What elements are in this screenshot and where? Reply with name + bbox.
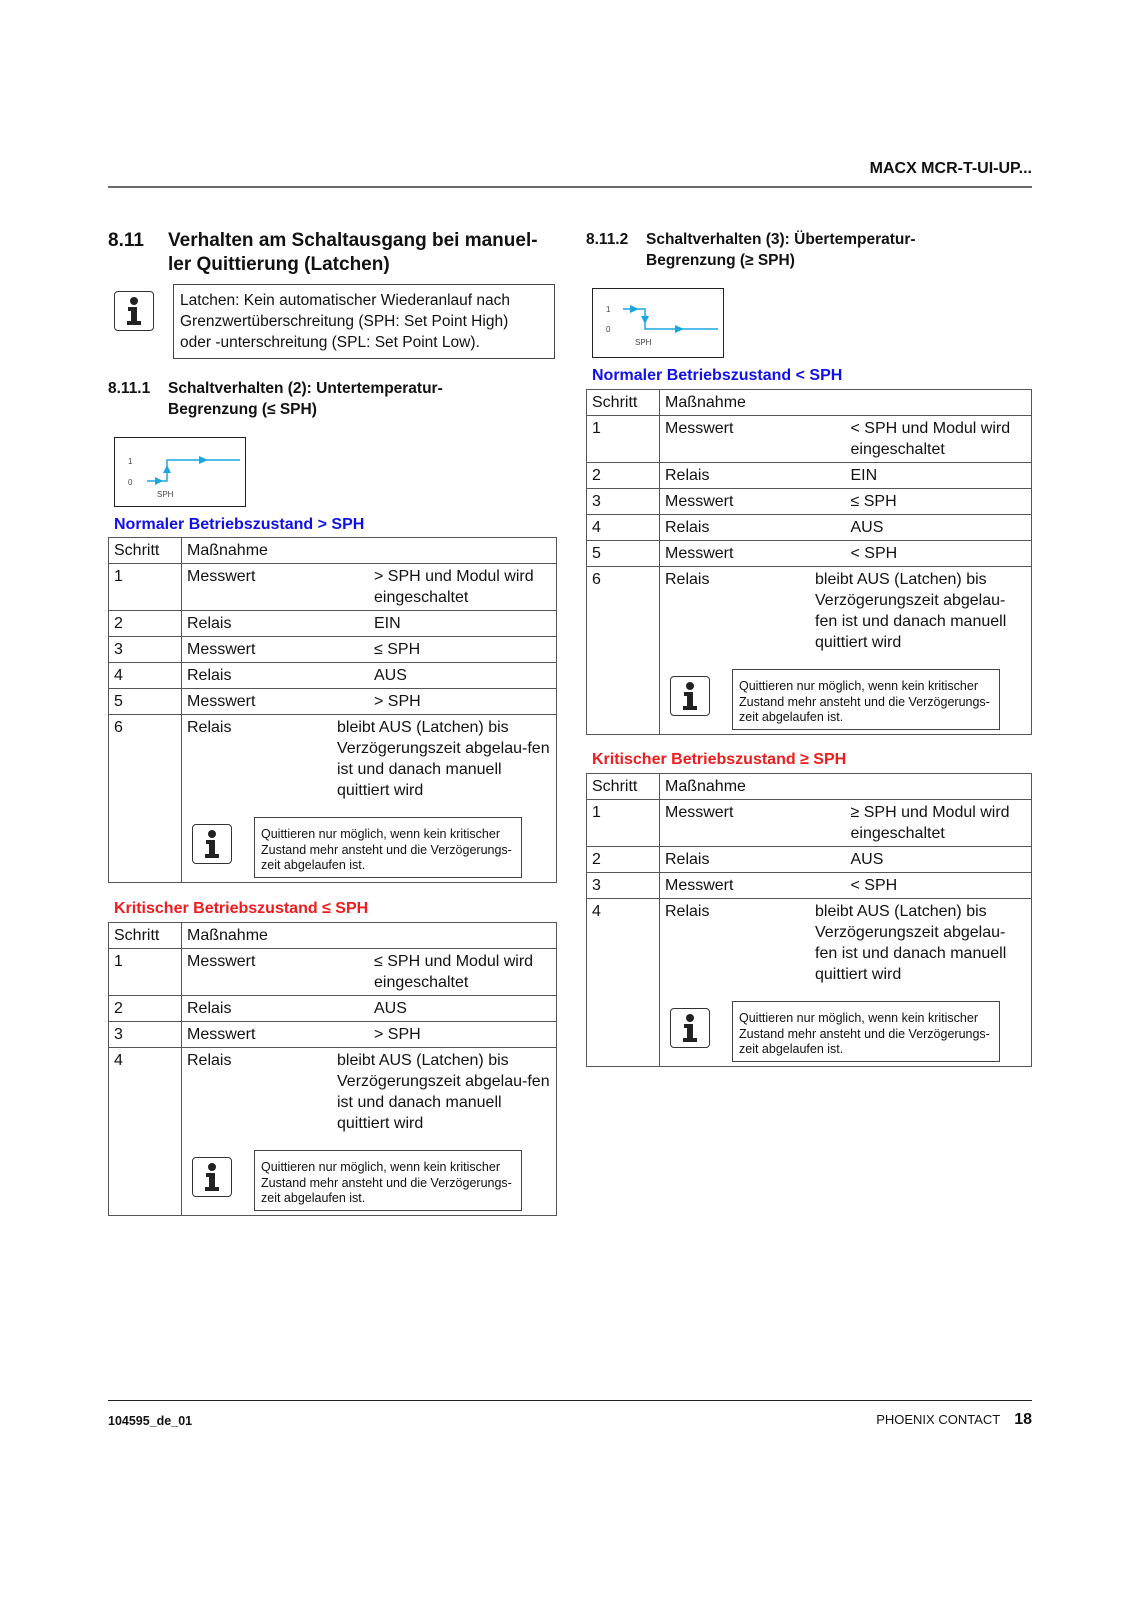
svg-text:1: 1 xyxy=(128,457,133,466)
table-row: 4 Relais AUS xyxy=(109,663,557,689)
table-row: 4 Relais AUS xyxy=(587,515,1032,541)
table-row: 2 Relais AUS xyxy=(587,847,1032,873)
table-row: 1 Messwert ≤ SPH und Modul wird eingeschaltet xyxy=(109,949,557,996)
header-divider xyxy=(108,186,1032,188)
normal-state-title-2: Normaler Betriebszustand < SPH xyxy=(592,367,843,384)
table-header-row: Schritt Maßnahme xyxy=(109,923,557,949)
footer-right xyxy=(876,1411,1032,1429)
document-header-title: MACX MCR-T-UI-UP... xyxy=(869,160,1032,177)
table-row: 3 Messwert > SPH xyxy=(109,1022,557,1048)
table-header-row: Schritt Maßnahme xyxy=(109,538,557,564)
table-row: 1 Messwert < SPH und Modul wird eingeschaltet xyxy=(587,416,1032,463)
info-icon xyxy=(192,824,232,864)
footer-divider xyxy=(108,1400,1032,1401)
table-row: 3 Messwert < SPH xyxy=(587,873,1032,899)
steps-table-critical-1 xyxy=(108,922,557,1216)
acknowledge-note: Quittieren nur möglich, wenn kein kritischer Zustand mehr ansteht und die Verzögerungs-zeit abgelaufen ist. xyxy=(192,817,556,878)
svg-text:0: 0 xyxy=(606,325,611,334)
table-row: 5 Messwert < SPH xyxy=(587,541,1032,567)
info-icon xyxy=(114,291,154,331)
table-header-row: Schritt Maßnahme xyxy=(587,774,1032,800)
info-icon xyxy=(670,676,710,716)
svg-text:1: 1 xyxy=(606,305,611,314)
document-id: 104595_de_01 xyxy=(108,1414,193,1428)
page-number: 18 xyxy=(1014,1411,1032,1428)
table-row: 5 Messwert > SPH xyxy=(109,689,557,715)
table-row: 3 Messwert ≤ SPH xyxy=(587,489,1032,515)
switching-diagram-overtemperature xyxy=(592,288,724,358)
table-row: 1 Messwert > SPH und Modul wird eingeschaltet xyxy=(109,564,557,611)
critical-state-title-2: Kritischer Betriebszustand ≥ SPH xyxy=(592,751,847,768)
info-icon xyxy=(670,1008,710,1048)
critical-state-title-1: Kritischer Betriebszustand ≤ SPH xyxy=(114,900,369,917)
info-icon xyxy=(192,1157,232,1197)
latching-info-note: Latchen: Kein automatischer Wiederanlauf nach Grenzwertüberschreitung (SPH: Set Point High) oder -unterschreitung (SPL: Set Point Low). xyxy=(173,284,555,359)
table-row: 2 Relais EIN xyxy=(587,463,1032,489)
steps-table-normal-1 xyxy=(108,537,557,883)
steps-table-normal-2 xyxy=(586,389,1032,735)
svg-text:SPH: SPH xyxy=(635,338,652,347)
acknowledge-note: Quittieren nur möglich, wenn kein kritischer Zustand mehr ansteht und die Verzögerungs-zeit abgelaufen ist. xyxy=(670,669,1031,730)
svg-text:0: 0 xyxy=(128,478,133,487)
acknowledge-note: Quittieren nur möglich, wenn kein kritischer Zustand mehr ansteht und die Verzögerungs-zeit abgelaufen ist. xyxy=(670,1001,1031,1062)
table-row: 2 Relais EIN xyxy=(109,611,557,637)
svg-text:SPH: SPH xyxy=(157,490,174,499)
table-row: 1 Messwert ≥ SPH und Modul wird eingeschaltet xyxy=(587,800,1032,847)
company-name: PHOENIX CONTACT xyxy=(876,1412,1001,1427)
table-row: 3 Messwert ≤ SPH xyxy=(109,637,557,663)
switching-diagram-undertemperature xyxy=(114,437,246,507)
table-row: 6 Relais bleibt AUS (Latchen) bis Verzögerungszeit abgelau-fen ist und danach manuell quittiert wird Quittieren nur möglich, wenn kein kritischer Zustand mehr ansteht und die Verzögerungs-zeit abgelaufen ist. xyxy=(109,715,557,883)
section-title: Verhalten am Schaltausgang bei manuel- ler Quittierung (Latchen) xyxy=(168,230,538,275)
acknowledge-note: Quittieren nur möglich, wenn kein kritischer Zustand mehr ansteht und die Verzögerungs-zeit abgelaufen ist. xyxy=(192,1150,556,1211)
subsection-heading-8-11-1: 8.11.1 Schaltverhalten (2): Untertemperatur- Begrenzung (≤ SPH) xyxy=(108,380,443,418)
table-row: 6 Relais bleibt AUS (Latchen) bis Verzögerungszeit abgelau-fen ist und danach manuell quittiert wird Quittieren nur möglich, wenn kein kritischer Zustand mehr ansteht und die Verzögerungs-zeit abgelaufen ist. xyxy=(587,567,1032,735)
table-row: 4 Relais bleibt AUS (Latchen) bis Verzögerungszeit abgelau-fen ist und danach manuell quittiert wird Quittieren nur möglich, wenn kein kritischer Zustand mehr ansteht und die Verzögerungs-zeit abgelaufen ist. xyxy=(109,1048,557,1216)
table-header-row: Schritt Maßnahme xyxy=(587,390,1032,416)
section-heading xyxy=(108,229,558,277)
section-number: 8.11 xyxy=(108,230,144,251)
normal-state-title-1: Normaler Betriebszustand > SPH xyxy=(114,516,365,533)
table-row: 2 Relais AUS xyxy=(109,996,557,1022)
table-row: 4 Relais bleibt AUS (Latchen) bis Verzögerungszeit abgelau-fen ist und danach manuell quittiert wird Quittieren nur möglich, wenn kein kritischer Zustand mehr ansteht und die Verzögerungs-zeit abgelaufen ist. xyxy=(587,899,1032,1067)
steps-table-critical-2 xyxy=(586,773,1032,1067)
subsection-heading-8-11-2: 8.11.2 Schaltverhalten (3): Übertemperatur- Begrenzung (≥ SPH) xyxy=(586,231,916,269)
